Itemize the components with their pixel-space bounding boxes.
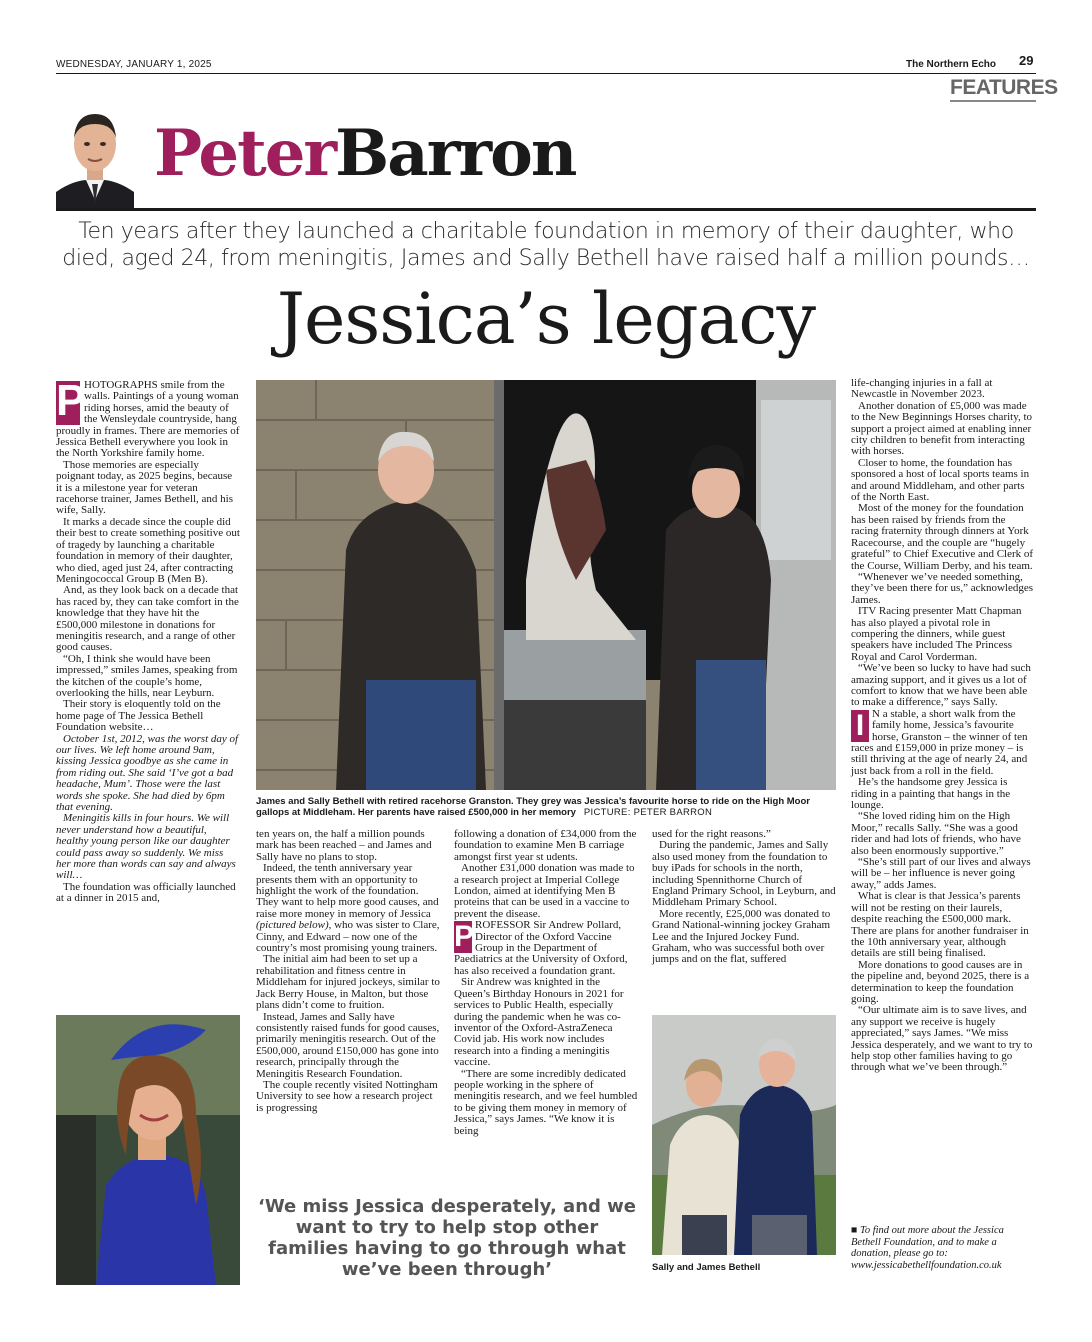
columnist-avatar xyxy=(56,104,134,208)
paragraph-text: , who was sister to Clare, Cinny, and Edward – now one of the country’s most promising young trainers. xyxy=(256,919,440,955)
paragraph xyxy=(851,709,1035,777)
paragraph: “Whenever we’ve needed something, they’ve been there for us,” acknowledges James. xyxy=(851,570,1034,606)
paragraph xyxy=(256,863,440,954)
paragraph: Their story is eloquently told on the home page of The Jessica Bethell Foundation website… xyxy=(56,698,221,734)
columnist-byline xyxy=(154,116,576,191)
paragraph: More donations to good causes are in the pipeline and, beyond 2025, there is a determination to keep the foundation going. xyxy=(851,958,1030,1005)
paragraph: Another donation of £5,000 was made to the New Beginnings Horses charity, to support a project aimed at enabling inner city children to benefit from interacting with horses. xyxy=(851,399,1033,458)
main-photo-caption xyxy=(256,796,836,818)
article-column-1 xyxy=(56,376,240,905)
paragraph: ten years on, the half a million pounds mark has been reached – and James and Sally have no plans to stop. xyxy=(256,828,432,863)
foundation-footnote: ■ To find out more about the Jessica Bethell Foundation, and to make a donation, please go to: www.jessicabethellfoundation.co.uk xyxy=(851,1225,1004,1271)
paragraph-text: Indeed, the tenth anniversary year presents them with an opportunity to highlight the work of the foundation. They want to help more good causes, and raise more money in memory of Jessica xyxy=(256,862,439,920)
paragraph: Another £31,000 donation was made to a research project at Imperial College London, aimed at identifying Men B proteins that can be used in a vaccine to prevent the disease. xyxy=(454,862,635,920)
section-rule xyxy=(950,100,1036,102)
byline-first-name: Peter xyxy=(154,116,336,191)
pull-quote: ‘We miss Jessica desperately, and we want to try to help stop other families having to go through what we’ve been through’ xyxy=(257,1196,637,1280)
standfirst: Ten years after they launched a charitable foundation in memory of their daughter, who died, aged 24, from meningitis, James and Sally Bethell have raised half a million pounds… xyxy=(62,219,1030,271)
paragraph-text: ROFESSOR Sir Andrew Pollard, Director of the Oxford Vaccine Group in the Department of Paediatrics at the University of Oxford, has also received a foundation grant. xyxy=(454,919,628,977)
couple-photo xyxy=(652,1015,836,1255)
article-column-5 xyxy=(851,378,1035,1074)
paragraph: What is clear is that Jessica’s parents will not be resting on their laurels, despite reaching the £500,000 mark. There are plans for another fundraiser in the 10th anniversary year, although details are still being finalised. xyxy=(851,890,1029,960)
paragraph: “There are some incredibly dedicated people working in the sphere of meningitis research, and we feel humbled to be giving them money in memory of Jessica,” says James. “We know it is being xyxy=(454,1067,638,1137)
paragraph: During the pandemic, James and Sally also used money from the foundation to buy iPads for schools in the north, including Spennithorne Church of England Primary School, in Leyburn, and Middleham Primary School. xyxy=(652,839,836,909)
caption-text: James and Sally Bethell with retired racehorse Granston. They grey was Jessica’s favourite horse to ride on the High Moor gallops at Middleham. Her parents have raised £500,000 in her memory xyxy=(256,796,810,818)
paragraph: used for the right reasons.” xyxy=(652,828,771,840)
jessica-photo xyxy=(56,1015,240,1285)
drop-cap: I xyxy=(851,710,869,742)
paragraph: “We’ve been so lucky to have had such amazing support, and it gives us a lot of comfort to know that we have been able to make a difference,” says Sally. xyxy=(851,662,1031,709)
paragraph: He’s the handsome grey Jessica is riding in a painting that hangs in the lounge. xyxy=(851,776,1011,812)
paragraph-aside: (pictured below) xyxy=(256,919,329,932)
paragraph xyxy=(56,376,240,460)
paragraph: The foundation was officially launched at a dinner in 2015 and, xyxy=(56,880,236,905)
page-number: 29 xyxy=(1019,53,1034,68)
byline-rule xyxy=(56,208,1036,211)
drop-cap: P xyxy=(454,920,475,954)
header-rule xyxy=(56,73,1036,74)
paper-name: The Northern Echo xyxy=(906,59,997,70)
paragraph: Sir Andrew was knighted in the Queen’s Birthday Honours in 2021 for services to Public Health, especially during the pandemic when he was co-inventor of the Oxford-AstraZeneca Covid jab. His work now includes research into a finding a meningitis vaccine. xyxy=(454,976,624,1069)
date-line: WEDNESDAY, JANUARY 1, 2025 xyxy=(56,59,212,70)
couple-photo-caption: Sally and James Bethell xyxy=(652,1262,761,1273)
section-label: FEATURES xyxy=(950,76,1058,99)
drop-cap: P xyxy=(56,376,86,425)
headline: Jessica’s legacy xyxy=(276,278,816,360)
article-column-4 xyxy=(652,829,836,966)
paragraph: And, as they look back on a decade that has raced by, they can take comfort in the knowledge that they have hit the £500,000 milestone in donations for meningitis research, and a range of other good causes. xyxy=(56,584,239,654)
paragraph-text: HOTOGRAPHS smile from the walls. Paintings of a young woman riding horses, amid the beauty of the Wensleydale countryside, hang proudly in frames. There are memories of Jessica Bethell everywhere you look in the North Yorkshire family home. xyxy=(56,379,240,460)
paragraph-quote: Meningitis kills in four hours. We will never understand how a beautiful, healthy young person like our daughter could pass away so suddenly. We miss her more than words can say and always will… xyxy=(56,812,236,882)
main-photo xyxy=(256,380,836,790)
article-column-2 xyxy=(256,829,440,1114)
paragraph: It marks a decade since the couple did their best to create something positive out of tragedy by launching a charitable foundation in memory of their daughter, who died, aged just 24, after contracting Meningococcal Group B (Men B). xyxy=(56,515,240,585)
paragraph: ITV Racing presenter Matt Chapman has also played a pivotal role in compering the dinners, while guest speakers have included The Princess Royal and Carol Vorderman. xyxy=(851,605,1022,663)
paragraph xyxy=(454,920,638,977)
paragraph: Those memories are especially poignant today, as 2025 begins, because it is a milestone year for veteran racehorse trainer, James Bethell, and his wife, Sally. xyxy=(56,458,234,517)
paragraph: The initial aim had been to set up a rehabilitation and fitness centre in Middleham for injured jockeys, similar to Jack Berry House, in Malton, but those plans didn’t come to fruition. xyxy=(256,953,440,1012)
paragraph: More recently, £25,000 was donated to Grand National-winning jockey Graham Lee and the Injured Jockey Fund. Graham, who was successful both over jumps and on the flat, suffered xyxy=(652,907,831,966)
paragraph: Instead, James and Sally have consistently raised funds for good causes, primarily meningitis research. Out of the £500,000, around £150,000 has gone into research, principally through the Meningitis Research Foundation. xyxy=(256,1010,440,1080)
paragraph: “Our ultimate aim is to save lives, and any support we receive is hugely appreciated,” says James. “We miss Jessica desperately, and we want to try to help stop other families having to go through what we’ve been through.” xyxy=(851,1004,1033,1074)
paragraph: “She loved riding him on the High Moor,” recalls Sally. “She was a good rider and had lots of friends, who have also been enormously supportive.” xyxy=(851,810,1021,857)
article-column-3 xyxy=(454,829,638,1137)
paragraph: following a donation of £34,000 from the foundation to examine Men B carriage amongst first year st udents. xyxy=(454,828,637,863)
paragraph: “Oh, I think she would have been impressed,” smiles James, speaking from the kitchen of the couple’s home, overlooking the hills, near Leyburn. xyxy=(56,652,238,699)
paragraph: life-changing injuries in a fall at Newcastle in November 2023. xyxy=(851,377,993,401)
photo-credit: PICTURE: PETER BARRON xyxy=(583,807,713,818)
paragraph-text: N a stable, a short walk from the family home, Jessica’s favourite horse, Granston – the winner of ten races and £159,000 in prize money – is still thriving at the age of nearly 24, and just back from a roll in the field. xyxy=(851,707,1028,777)
byline-last-name: Barron xyxy=(335,116,576,191)
paragraph: Most of the money for the foundation has been raised by friends from the racing fraternity through dinners at York Racecourse, and the couple are “hugely grateful” to Chief Executive and Clerk of the Course, William Derby, and his team. xyxy=(851,502,1034,572)
paragraph: “She’s still part of our lives and always will be – her influence is never going away,” adds James. xyxy=(851,856,1031,891)
paragraph-quote: October 1st, 2012, was the worst day of our lives. We left home around 9am, kissing Jessica goodbye as she came in from riding out. She said ‘I’ve got a bad headache, Mum’. Those were the last words she spoke. She had died by 6pm that evening. xyxy=(56,732,239,814)
paragraph: Closer to home, the foundation has sponsored a host of local sports teams in and around Middleham, and other parts of the North East. xyxy=(851,456,1030,504)
paragraph: The couple recently visited Nottingham University to see how a research project is progressing xyxy=(256,1078,438,1114)
